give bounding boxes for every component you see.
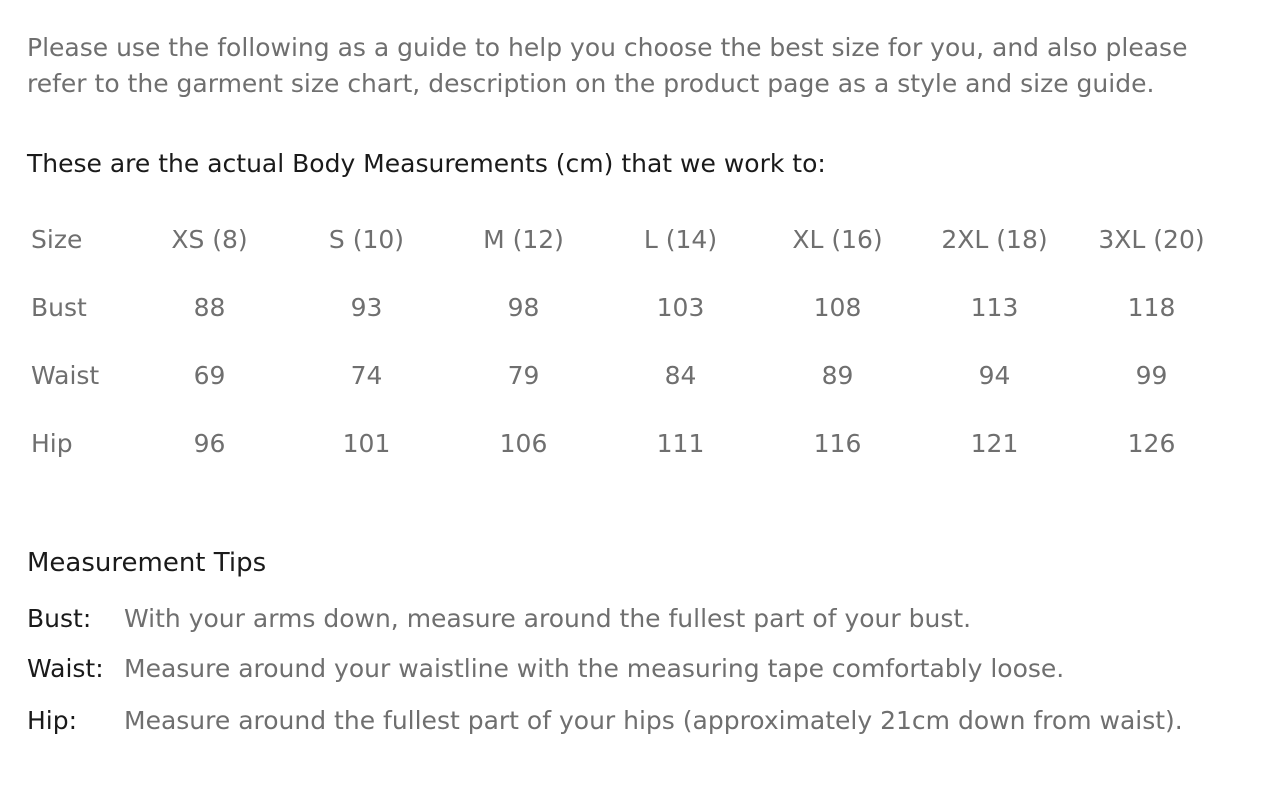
hip-value: 116 — [813, 428, 862, 458]
header-size-xs: XS (8) — [171, 224, 248, 254]
tip-waist — [27, 651, 1064, 687]
hip-value: 96 — [193, 428, 226, 458]
tip-hip — [27, 703, 1183, 739]
waist-value: 79 — [507, 360, 540, 390]
tip-text-hip: Measure around the fullest part of your hips (approximately 21cm down from waist). — [124, 706, 1183, 735]
bust-value: 108 — [813, 292, 862, 322]
header-size-m: M (12) — [483, 224, 564, 254]
header-size-3xl: 3XL (20) — [1098, 224, 1205, 254]
measurements-heading: These are the actual Body Measurements (cm) that we work to: — [27, 149, 826, 178]
hip-value: 101 — [342, 428, 391, 458]
bust-value: 98 — [507, 292, 540, 322]
hip-value: 126 — [1127, 428, 1176, 458]
waist-value: 89 — [821, 360, 854, 390]
waist-value: 94 — [978, 360, 1011, 390]
waist-value: 69 — [193, 360, 226, 390]
hip-value: 121 — [970, 428, 1019, 458]
bust-value: 118 — [1127, 292, 1176, 322]
hip-value: 111 — [656, 428, 705, 458]
waist-value: 84 — [664, 360, 697, 390]
table-row-bust — [20, 273, 1230, 341]
bust-value: 103 — [656, 292, 705, 322]
tip-text-bust: With your arms down, measure around the fullest part of your bust. — [124, 604, 972, 633]
tip-text-waist: Measure around your waistline with the measuring tape comfortably loose. — [124, 654, 1065, 683]
bust-value: 93 — [350, 292, 383, 322]
size-chart-table — [20, 205, 1230, 477]
hip-value: 106 — [499, 428, 548, 458]
measurement-tips-heading: Measurement Tips — [27, 548, 267, 578]
row-label-hip: Hip — [31, 428, 73, 458]
tip-label-waist: Waist: — [27, 654, 104, 683]
bust-value: 88 — [193, 292, 226, 322]
table-header-row — [20, 205, 1230, 273]
tip-label-bust: Bust: — [27, 604, 92, 633]
header-size-l: L (14) — [643, 224, 718, 254]
intro-line-2: refer to the garment size chart, description on the product page as a style and size guide. — [27, 69, 1155, 98]
intro-text — [27, 30, 1247, 102]
tip-bust — [27, 601, 971, 637]
header-size-2xl: 2XL (18) — [941, 224, 1048, 254]
table-row-waist — [20, 341, 1230, 409]
header-size-s: S (10) — [328, 224, 405, 254]
header-size-label: Size — [31, 224, 83, 254]
row-label-waist: Waist — [31, 360, 100, 390]
waist-value: 74 — [350, 360, 383, 390]
intro-line-1: Please use the following as a guide to help you choose the best size for you, and also please — [27, 33, 1188, 62]
bust-value: 113 — [970, 292, 1019, 322]
waist-value: 99 — [1135, 360, 1168, 390]
tip-label-hip: Hip: — [27, 706, 78, 735]
table-row-hip — [20, 409, 1230, 477]
row-label-bust: Bust — [31, 292, 87, 322]
header-size-xl: XL (16) — [792, 224, 883, 254]
